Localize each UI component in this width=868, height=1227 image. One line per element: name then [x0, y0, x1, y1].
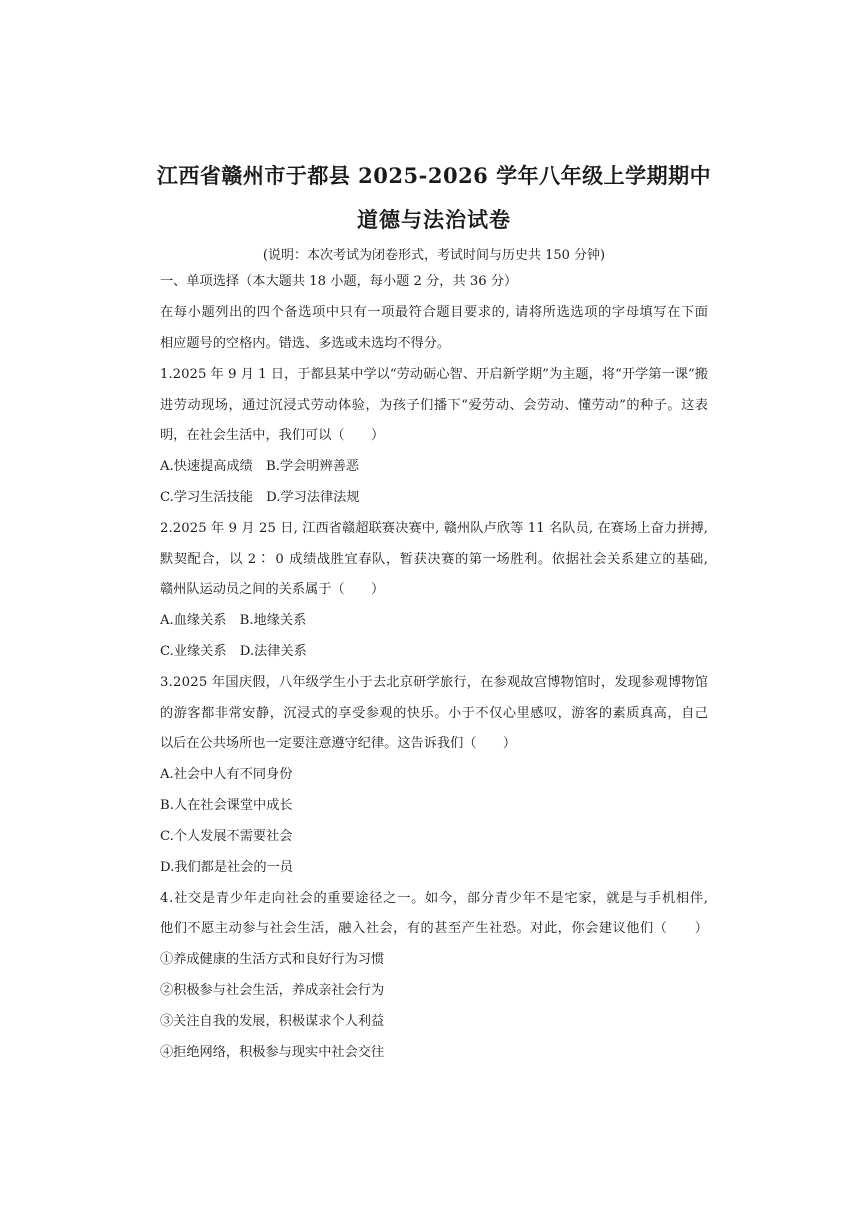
question-3-option: A.社会中人有不同身份 [160, 767, 293, 782]
question-4-stem-line: 4.社交是青少年走向社会的重要途径之一。如今，部分青少年不是宅家，就是与手机相伴, [160, 891, 709, 906]
question-4-option: ②积极参与社会生活，养成亲社会行为 [160, 983, 385, 998]
question-2-option: A.血缘关系 B.地缘关系 [160, 613, 307, 628]
question-1-stem-line: 进劳动现场，通过沉浸式劳动体验，为孩子们播下“爱劳动、会劳动、懂劳动”的种子。这表 [160, 398, 709, 413]
question-4-stem-line: 他们不愿主动参与社会生活，融入社会，有的甚至产生社恐。对此，你会建议他们（ ） [160, 921, 709, 936]
question-3-option: B.人在社会课堂中成长 [160, 798, 293, 813]
exam-title: 江西省赣州市于都县 2025-2026 学年八年级上学期期中 [156, 163, 712, 188]
question-3-option: C.个人发展不需要社会 [160, 829, 293, 844]
question-4-option: ③关注自我的发展，积极谋求个人利益 [160, 1014, 385, 1029]
question-3-stem-line: 以后在公共场所也一定要注意遵守纪律。这告诉我们（ ） [160, 736, 517, 751]
question-1-option: C.学习生活技能 D.学习法律法规 [160, 490, 360, 505]
question-1-stem-line: 明，在社会生活中，我们可以（ ） [160, 428, 385, 443]
section-heading: 一、单项选择（本大题共 18 小题，每小题 2 分，共 36 分） [160, 274, 518, 289]
question-3-stem-line: 的游客都非常安静，沉浸式的享受参观的快乐。小于不仅心里感叹，游客的素质真高，自己 [160, 706, 709, 721]
question-2-stem-line: 2.2025 年 9 月 25 日, 江西省赣超联赛决赛中, 赣州队卢欣等 11 名队员, 在赛场上奋力拼搏, [160, 521, 709, 536]
question-1-stem-line: 1.2025 年 9 月 1 日，于都县某中学以“劳动砺心智、开启新学期”为主题，将“开学第一课”搬 [160, 367, 709, 382]
question-3-stem-line: 3.2025 年国庆假，八年级学生小于去北京研学旅行，在参观故宫博物馆时，发现参观博物馆 [160, 675, 709, 690]
question-4-option: ①养成健康的生活方式和良好行为习惯 [160, 952, 385, 967]
question-3-option: D.我们都是社会的一员 [160, 860, 293, 875]
question-1-option: A.快速提高成绩 B.学会明辨善恶 [160, 459, 360, 474]
instruction-line: 相应题号的空格内。错选、多选或未选均不得分。 [160, 336, 451, 351]
exam-note: (说明：本次考试为闭卷形式，考试时间与历史共 150 分钟) [262, 248, 606, 263]
question-2-option: C.业缘关系 D.法律关系 [160, 644, 307, 659]
question-4-option: ④拒绝网络，积极参与现实中社会交往 [160, 1045, 385, 1060]
question-2-stem-line: 赣州队运动员之间的关系属于（ ） [160, 582, 385, 597]
instruction-line: 在每小题列出的四个备选项中只有一项最符合题目要求的, 请将所选选项的字母填写在下面 [160, 305, 709, 320]
exam-subtitle: 道德与法治试卷 [357, 207, 511, 232]
question-2-stem-line: 默契配合，以 2∶ 0 成绩战胜宜春队，暂获决赛的第一场胜利。依据社会关系建立的基础, [160, 552, 709, 567]
